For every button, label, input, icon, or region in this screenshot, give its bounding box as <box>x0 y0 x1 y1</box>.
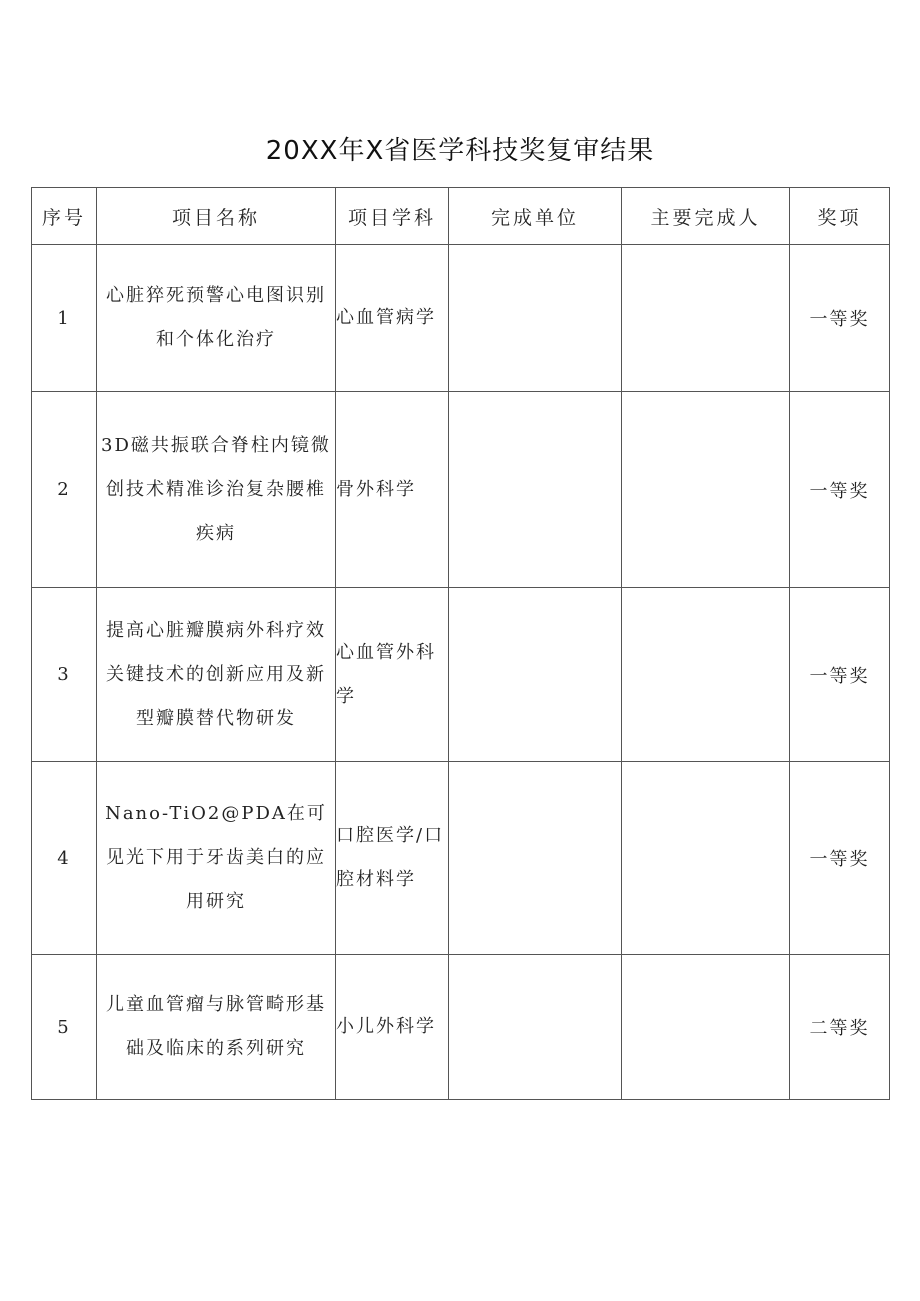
table-row <box>32 245 890 392</box>
table-row <box>32 392 890 588</box>
cell-main-person <box>622 762 790 955</box>
cell-unit <box>449 245 622 392</box>
table-header-row <box>32 188 890 245</box>
cell-subject: 心血管外科学 <box>336 588 449 762</box>
cell-award: 一等奖 <box>790 245 890 392</box>
table-row <box>32 955 890 1100</box>
cell-award: 一等奖 <box>790 392 890 588</box>
cell-unit <box>449 955 622 1100</box>
cell-project-name: Nano-TiO2@PDA在可见光下用于牙齿美白的应用研究 <box>97 762 336 955</box>
header-award: 奖项 <box>790 188 890 245</box>
header-unit: 完成单位 <box>449 188 622 245</box>
header-main-person: 主要完成人 <box>622 188 790 245</box>
header-project-name: 项目名称 <box>97 188 336 245</box>
cell-subject: 骨外科学 <box>336 392 449 588</box>
cell-subject: 小儿外科学 <box>336 955 449 1100</box>
cell-project-name: 提高心脏瓣膜病外科疗效关键技术的创新应用及新型瓣膜替代物研发 <box>97 588 336 762</box>
cell-unit <box>449 588 622 762</box>
cell-award: 一等奖 <box>790 762 890 955</box>
cell-subject: 心血管病学 <box>336 245 449 392</box>
cell-seq: 2 <box>32 392 97 588</box>
cell-subject: 口腔医学/口腔材料学 <box>336 762 449 955</box>
cell-award: 一等奖 <box>790 588 890 762</box>
table-row <box>32 588 890 762</box>
header-seq: 序号 <box>32 188 97 245</box>
cell-seq: 5 <box>32 955 97 1100</box>
header-subject: 项目学科 <box>336 188 449 245</box>
cell-main-person <box>622 392 790 588</box>
cell-main-person <box>622 955 790 1100</box>
cell-seq: 3 <box>32 588 97 762</box>
page-title: 20XX年X省医学科技奖复审结果 <box>265 136 655 166</box>
cell-main-person <box>622 588 790 762</box>
cell-unit <box>449 762 622 955</box>
cell-unit <box>449 392 622 588</box>
table-row <box>32 762 890 955</box>
cell-project-name: 3D磁共振联合脊柱内镜微创技术精准诊治复杂腰椎疾病 <box>97 392 336 588</box>
cell-seq: 4 <box>32 762 97 955</box>
results-table <box>31 187 890 1100</box>
cell-project-name: 儿童血管瘤与脉管畸形基础及临床的系列研究 <box>97 955 336 1100</box>
cell-project-name: 心脏猝死预警心电图识别和个体化治疗 <box>97 245 336 392</box>
cell-main-person <box>622 245 790 392</box>
cell-award: 二等奖 <box>790 955 890 1100</box>
cell-seq: 1 <box>32 245 97 392</box>
